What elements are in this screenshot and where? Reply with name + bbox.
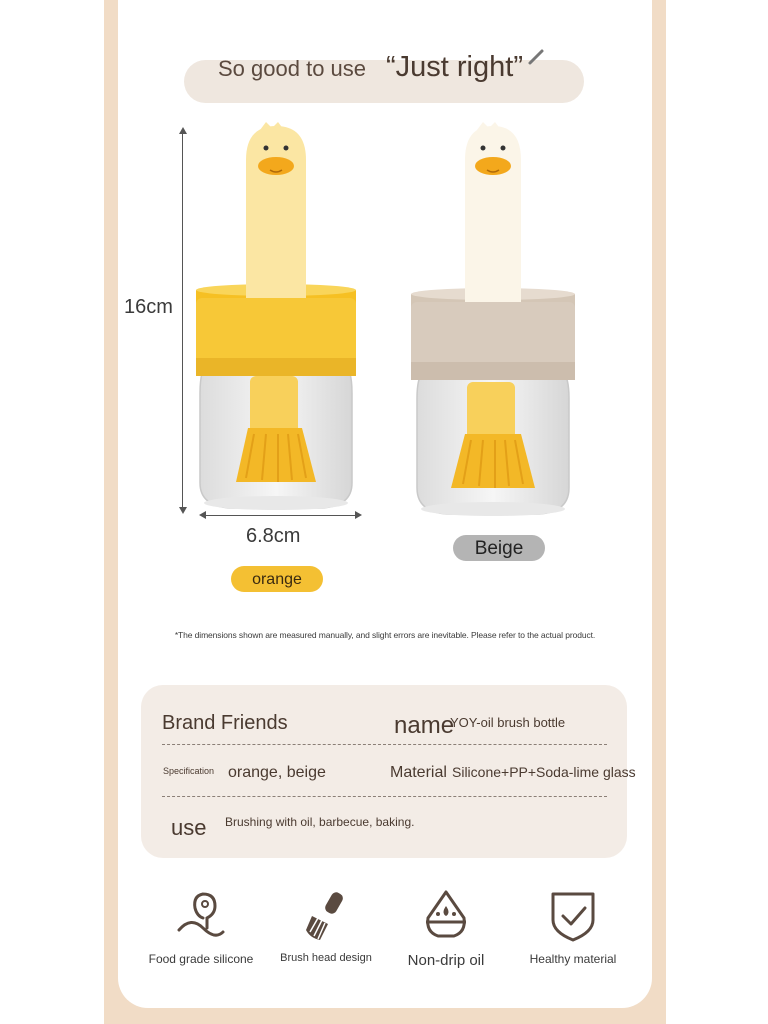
feature-label: Non-drip oil bbox=[407, 952, 485, 969]
feature-label: Brush head design bbox=[280, 952, 372, 964]
use-value: Brushing with oil, barbecue, baking. bbox=[225, 815, 415, 829]
name-label: name bbox=[394, 712, 455, 739]
beige-variant-label: Beige bbox=[474, 538, 524, 559]
shield-check-icon bbox=[545, 888, 601, 944]
feature-brush-head-design bbox=[266, 888, 386, 964]
height-label: 16cm bbox=[124, 296, 173, 318]
orange-variant-label: orange bbox=[252, 571, 302, 588]
dimension-disclaimer: *The dimensions shown are measured manually, and slight errors are inevitable. Please refer to the actual product. bbox=[174, 630, 596, 640]
height-dimension-line bbox=[182, 130, 183, 512]
beige-oil-brush-bottle bbox=[405, 118, 581, 518]
brand-label: Brand Friends bbox=[162, 712, 288, 734]
feature-food-grade-silicone bbox=[141, 888, 261, 966]
brush-icon bbox=[298, 888, 354, 944]
orange-oil-brush-bottle bbox=[190, 118, 362, 518]
feature-healthy-material bbox=[513, 888, 633, 966]
title-part1: So good to use bbox=[218, 56, 367, 81]
divider bbox=[162, 796, 607, 797]
pen-stroke-icon bbox=[527, 48, 545, 66]
feature-label: Food grade silicone bbox=[148, 952, 254, 966]
specification-value: orange, beige bbox=[228, 764, 326, 781]
arrow-up-icon bbox=[179, 127, 187, 134]
use-label: use bbox=[171, 815, 207, 840]
arrow-down-icon bbox=[179, 507, 187, 514]
title-part2: “Just right” bbox=[386, 51, 523, 83]
divider bbox=[162, 744, 607, 745]
material-value: Silicone+PP+Soda-lime glass bbox=[452, 764, 636, 780]
feature-non-drip-oil bbox=[386, 888, 506, 969]
silicone-icon bbox=[173, 888, 229, 944]
width-label: 6.8cm bbox=[246, 525, 301, 547]
name-value: YOY-oil brush bottle bbox=[450, 715, 566, 730]
specification-label: Specification bbox=[163, 766, 215, 776]
material-label: Material bbox=[390, 764, 447, 781]
feature-label: Healthy material bbox=[529, 952, 617, 966]
drop-icon bbox=[418, 888, 474, 944]
